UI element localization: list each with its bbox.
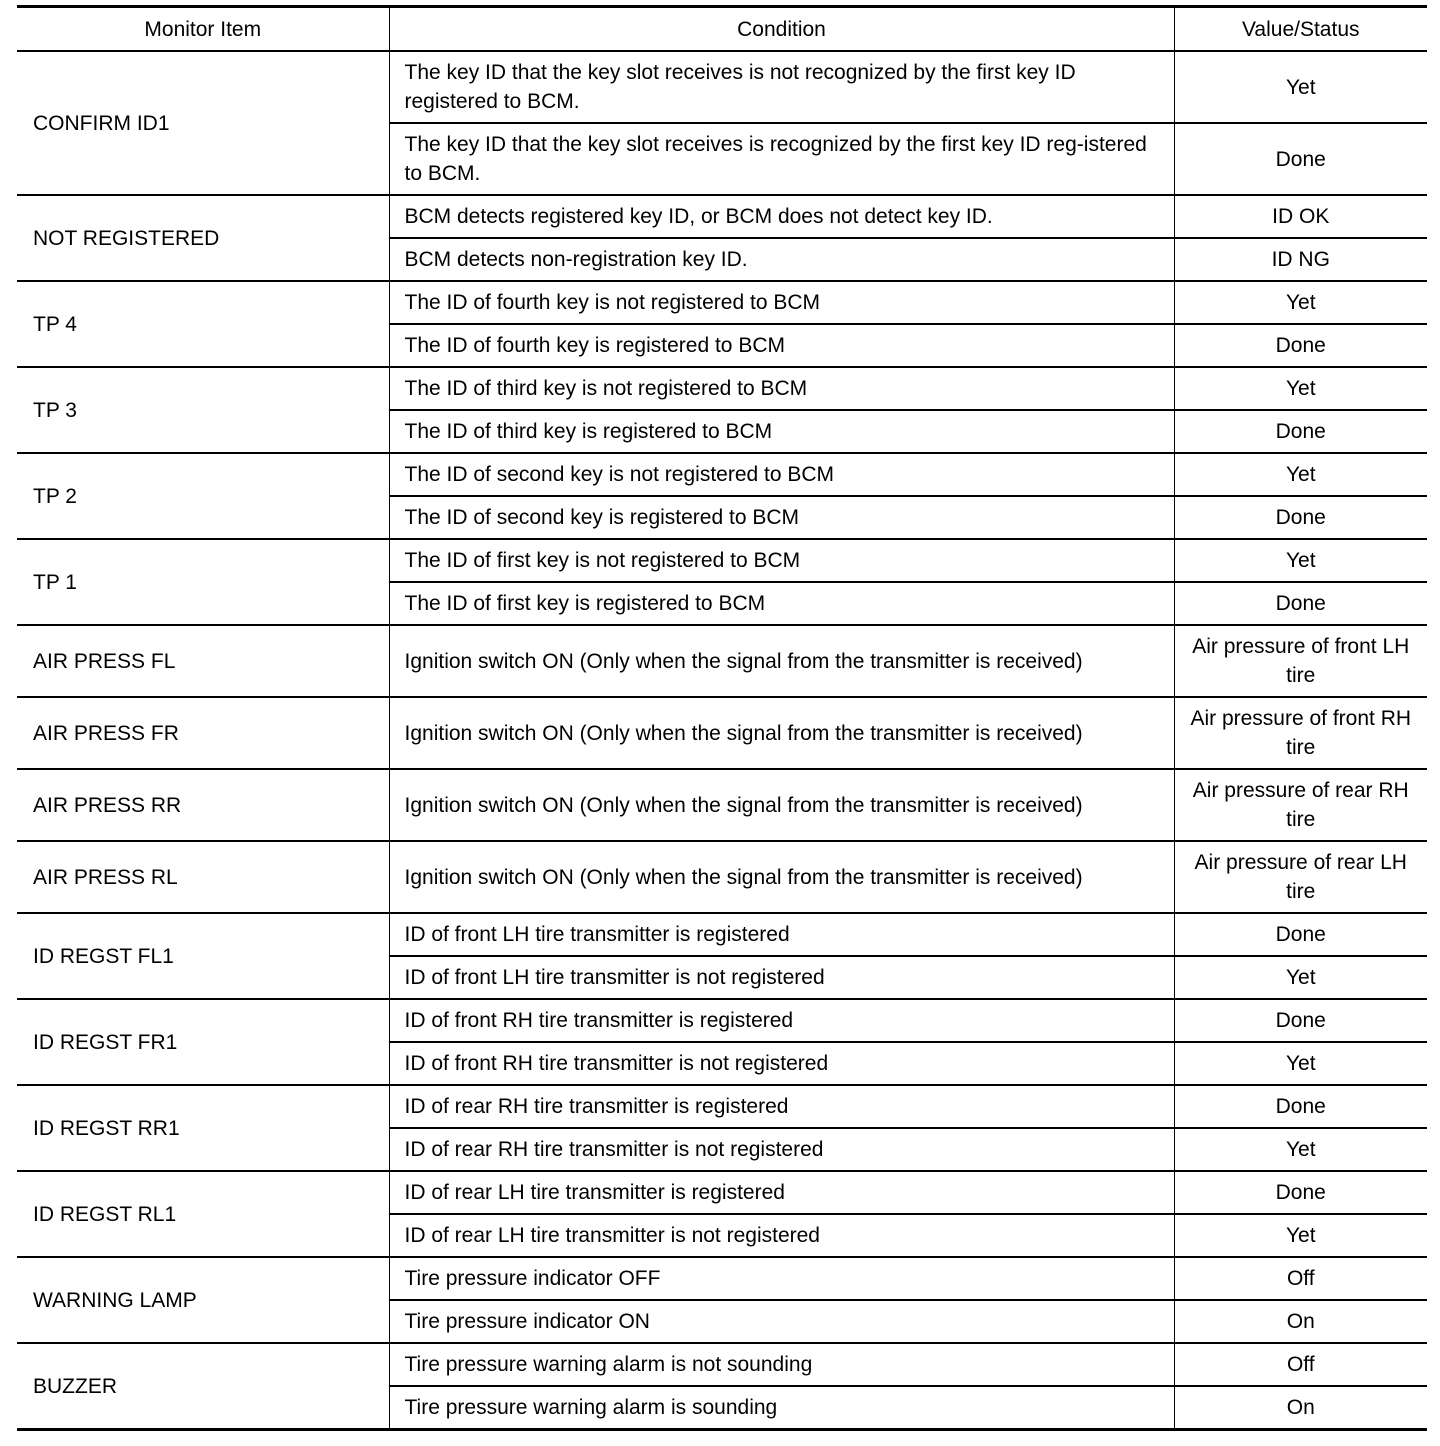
- value-status-cell: Air pressure of front LH tire: [1174, 625, 1427, 697]
- table-row: [17, 625, 1427, 697]
- value-status-cell: ID NG: [1174, 238, 1427, 281]
- value-status-cell: Done: [1174, 324, 1427, 367]
- condition-cell: The ID of second key is not registered to BCM: [389, 453, 1174, 496]
- condition-cell: The key ID that the key slot receives is recognized by the first key ID reg-istered to BCM.: [389, 123, 1174, 195]
- table-row: [17, 913, 1427, 956]
- condition-cell: The ID of third key is registered to BCM: [389, 410, 1174, 453]
- table-row: [17, 51, 1427, 123]
- value-status-cell: Done: [1174, 582, 1427, 625]
- condition-cell: ID of rear RH tire transmitter is not registered: [389, 1128, 1174, 1171]
- table-row: [17, 539, 1427, 582]
- condition-cell: Tire pressure indicator OFF: [389, 1257, 1174, 1300]
- condition-cell: Tire pressure warning alarm is sounding: [389, 1386, 1174, 1430]
- value-status-cell: Yet: [1174, 539, 1427, 582]
- condition-cell: Tire pressure warning alarm is not sounding: [389, 1343, 1174, 1386]
- monitor-item-table: [17, 5, 1427, 1431]
- condition-cell: The ID of fourth key is registered to BCM: [389, 324, 1174, 367]
- condition-cell: The ID of second key is registered to BCM: [389, 496, 1174, 539]
- monitor-item-cell: TP 2: [17, 453, 389, 539]
- header-value-status: Value/Status: [1174, 7, 1427, 52]
- monitor-item-cell: ID REGST FR1: [17, 999, 389, 1085]
- monitor-item-cell: AIR PRESS RR: [17, 769, 389, 841]
- value-status-cell: Air pressure of rear LH tire: [1174, 841, 1427, 913]
- monitor-item-cell: BUZZER: [17, 1343, 389, 1430]
- condition-cell: The key ID that the key slot receives is not recognized by the first key ID registered to BCM.: [389, 51, 1174, 123]
- condition-cell: Ignition switch ON (Only when the signal from the transmitter is received): [389, 697, 1174, 769]
- value-status-cell: Done: [1174, 123, 1427, 195]
- monitor-item-cell: ID REGST RL1: [17, 1171, 389, 1257]
- monitor-item-cell: TP 4: [17, 281, 389, 367]
- table-row: [17, 769, 1427, 841]
- table-row: [17, 1343, 1427, 1386]
- header-monitor-item: Monitor Item: [17, 7, 389, 52]
- table-row: [17, 453, 1427, 496]
- value-status-cell: Yet: [1174, 51, 1427, 123]
- table-header-row: [17, 7, 1427, 52]
- condition-cell: Ignition switch ON (Only when the signal from the transmitter is received): [389, 769, 1174, 841]
- table-row: [17, 697, 1427, 769]
- value-status-cell: Air pressure of rear RH tire: [1174, 769, 1427, 841]
- table-row: [17, 195, 1427, 238]
- condition-cell: BCM detects registered key ID, or BCM does not detect key ID.: [389, 195, 1174, 238]
- value-status-cell: Done: [1174, 999, 1427, 1042]
- condition-cell: The ID of first key is registered to BCM: [389, 582, 1174, 625]
- table-row: [17, 1085, 1427, 1128]
- header-condition: Condition: [389, 7, 1174, 52]
- value-status-cell: Done: [1174, 1171, 1427, 1214]
- condition-cell: The ID of fourth key is not registered to BCM: [389, 281, 1174, 324]
- table-body: [17, 51, 1427, 1430]
- value-status-cell: Off: [1174, 1343, 1427, 1386]
- condition-cell: ID of front LH tire transmitter is registered: [389, 913, 1174, 956]
- value-status-cell: Air pressure of front RH tire: [1174, 697, 1427, 769]
- condition-cell: ID of front LH tire transmitter is not registered: [389, 956, 1174, 999]
- table-row: [17, 1171, 1427, 1214]
- value-status-cell: Done: [1174, 496, 1427, 539]
- monitor-item-cell: NOT REGISTERED: [17, 195, 389, 281]
- condition-cell: The ID of third key is not registered to BCM: [389, 367, 1174, 410]
- value-status-cell: Yet: [1174, 1042, 1427, 1085]
- condition-cell: ID of rear LH tire transmitter is registered: [389, 1171, 1174, 1214]
- condition-cell: ID of front RH tire transmitter is registered: [389, 999, 1174, 1042]
- monitor-item-cell: TP 1: [17, 539, 389, 625]
- table-row: [17, 1257, 1427, 1300]
- value-status-cell: Done: [1174, 913, 1427, 956]
- table-row: [17, 999, 1427, 1042]
- value-status-cell: Yet: [1174, 453, 1427, 496]
- value-status-cell: On: [1174, 1386, 1427, 1430]
- monitor-item-cell: AIR PRESS RL: [17, 841, 389, 913]
- monitor-item-cell: AIR PRESS FR: [17, 697, 389, 769]
- monitor-item-cell: CONFIRM ID1: [17, 51, 389, 195]
- condition-cell: ID of rear LH tire transmitter is not registered: [389, 1214, 1174, 1257]
- monitor-item-cell: WARNING LAMP: [17, 1257, 389, 1343]
- condition-cell: Tire pressure indicator ON: [389, 1300, 1174, 1343]
- table-row: [17, 367, 1427, 410]
- value-status-cell: Done: [1174, 1085, 1427, 1128]
- value-status-cell: On: [1174, 1300, 1427, 1343]
- condition-cell: Ignition switch ON (Only when the signal from the transmitter is received): [389, 841, 1174, 913]
- monitor-item-cell: ID REGST RR1: [17, 1085, 389, 1171]
- condition-cell: Ignition switch ON (Only when the signal from the transmitter is received): [389, 625, 1174, 697]
- monitor-item-cell: ID REGST FL1: [17, 913, 389, 999]
- value-status-cell: Yet: [1174, 956, 1427, 999]
- value-status-cell: Yet: [1174, 1214, 1427, 1257]
- value-status-cell: Off: [1174, 1257, 1427, 1300]
- monitor-item-cell: AIR PRESS FL: [17, 625, 389, 697]
- value-status-cell: Yet: [1174, 367, 1427, 410]
- condition-cell: BCM detects non-registration key ID.: [389, 238, 1174, 281]
- condition-cell: ID of rear RH tire transmitter is registered: [389, 1085, 1174, 1128]
- value-status-cell: Yet: [1174, 1128, 1427, 1171]
- condition-cell: ID of front RH tire transmitter is not registered: [389, 1042, 1174, 1085]
- table-row: [17, 281, 1427, 324]
- value-status-cell: ID OK: [1174, 195, 1427, 238]
- condition-cell: The ID of first key is not registered to BCM: [389, 539, 1174, 582]
- table-row: [17, 841, 1427, 913]
- value-status-cell: Yet: [1174, 281, 1427, 324]
- monitor-item-cell: TP 3: [17, 367, 389, 453]
- value-status-cell: Done: [1174, 410, 1427, 453]
